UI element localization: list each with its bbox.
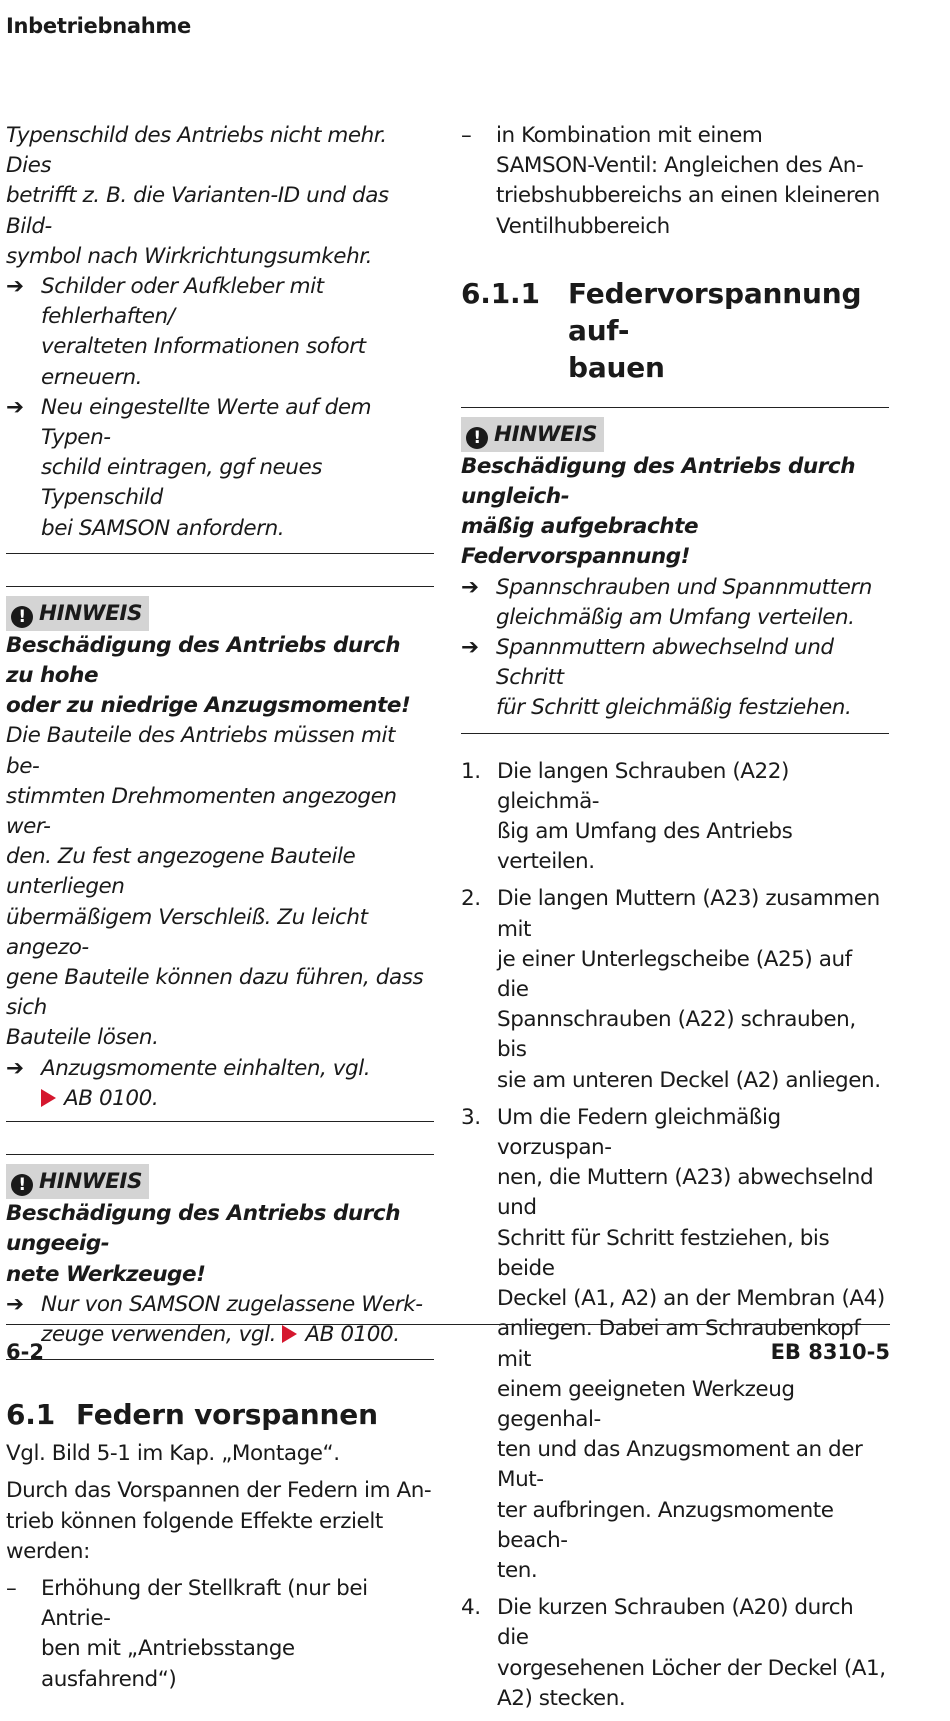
action-text: Neu eingestellte Werte auf dem Typen-	[41, 394, 372, 451]
subsection-title-line: bauen	[568, 350, 665, 384]
notice-label: HINWEIS	[39, 1169, 143, 1195]
step-text: einem geeigneten Werkzeug gegenhal-	[497, 1376, 795, 1432]
step-item	[461, 884, 889, 1095]
page-number: 6-2	[6, 1340, 44, 1364]
divider	[6, 553, 434, 554]
notice-box	[6, 1164, 434, 1350]
subsection-number: 6.1.1	[461, 276, 540, 310]
action-text: veralteten Informationen sofort erneuern.	[41, 334, 366, 390]
action-item	[6, 272, 434, 393]
section-ref-line: Vgl. Bild 5-1 im Kap. „Montage“.	[6, 1441, 340, 1467]
action-text: Anzugsmomente einhalten, vgl.	[41, 1055, 371, 1081]
divider	[461, 733, 889, 734]
notice-badge	[6, 596, 149, 631]
notice-body: den. Zu fest angezogene Bauteile unterliegen	[6, 844, 356, 900]
step-text: ten und das Anzugsmoment an der Mut-	[497, 1437, 863, 1493]
dash-text: Ventilhubbereich	[496, 213, 670, 239]
dash-text: SAMSON-Ventil: Angleichen des An-	[496, 153, 864, 179]
step-text: sie am unteren Deckel (A2) anliegen.	[497, 1067, 881, 1093]
intro-line: betrifft z. B. die Varianten-ID und das Bild-	[6, 183, 389, 239]
step-text: ßig am Umfang des Antriebs verteilen.	[497, 819, 793, 875]
exclamation-icon: !	[11, 1174, 33, 1196]
notice-body: stimmten Drehmomenten angezogen wer-	[6, 783, 397, 840]
step-number: 1.	[461, 758, 481, 784]
triangle-right-icon	[41, 1089, 56, 1107]
step-text: A2) stecken.	[497, 1685, 626, 1711]
dash-text: in Kombination mit einem	[496, 123, 763, 148]
notice-heading: Beschädigung des Antriebs durch ungeeig-	[6, 1201, 401, 1257]
action-item	[6, 393, 434, 544]
divider	[6, 1359, 434, 1360]
step-item	[461, 757, 889, 878]
notice-body: Bauteile lösen.	[6, 1025, 159, 1051]
action-text: Spannschrauben und Spannmuttern	[496, 574, 872, 600]
action-item	[6, 1054, 434, 1114]
arrow-icon: ➔	[6, 394, 24, 420]
reference-link[interactable]: AB 0100.	[305, 1321, 400, 1347]
section-para: Durch das Vorspannen der Federn im An-	[6, 1478, 432, 1504]
action-item	[461, 633, 889, 724]
step-text: Die langen Schrauben (A22) gleichmä-	[497, 758, 789, 814]
section-number: 6.1	[6, 1398, 56, 1432]
notice-label: HINWEIS	[39, 600, 143, 626]
step-item	[461, 1593, 889, 1714]
arrow-icon: ➔	[461, 574, 479, 600]
step-text: Spannschrauben (A22) schrauben, bis	[497, 1007, 856, 1063]
step-text: ter aufbringen. Anzugsmomente beach-	[497, 1497, 834, 1553]
step-text: nen, die Muttern (A23) abwechselnd und	[497, 1165, 874, 1221]
subsection-title	[568, 275, 889, 386]
intro-line: Typenschild des Antriebs nicht mehr. Dies	[6, 123, 387, 179]
notice-body: gene Bauteile können dazu führen, dass sich	[6, 965, 424, 1021]
notice-heading: mäßig aufgebrachte Federvorspannung!	[461, 514, 699, 570]
left-column	[6, 121, 434, 1695]
dash-bullet: –	[461, 123, 472, 148]
action-item	[461, 573, 889, 633]
dash-text: triebshubbereichs an einen kleineren	[496, 183, 880, 209]
triangle-right-icon	[282, 1325, 297, 1343]
notice-heading: Beschädigung des Antriebs durch ungleich-	[461, 453, 856, 510]
notice-body: übermäßigem Verschleiß. Zu leicht angezo-	[6, 904, 368, 960]
dash-text: ben mit „Antriebsstange ausfahrend“)	[41, 1636, 295, 1692]
notice-heading: nete Werkzeuge!	[6, 1261, 206, 1287]
step-number: 2.	[461, 886, 481, 912]
subsection-title-line: Federvorspannung auf-	[568, 276, 862, 347]
dash-item	[461, 121, 889, 242]
notice-heading: Beschädigung des Antriebs durch zu hohe	[6, 632, 401, 689]
action-text: gleichmäßig am Umfang verteilen.	[496, 604, 855, 630]
arrow-icon: ➔	[6, 274, 24, 300]
step-text: anliegen. Dabei am Schraubenkopf mit	[497, 1316, 861, 1372]
step-text: Die kurzen Schrauben (A20) durch die	[497, 1595, 854, 1651]
notice-body: Die Bauteile des Antriebs müssen mit be-	[6, 723, 396, 779]
action-item	[6, 1290, 434, 1350]
action-text: für Schritt gleichmäßig festziehen.	[496, 695, 852, 721]
notice-heading: oder zu niedrige Anzugsmomente!	[6, 693, 411, 719]
arrow-icon: ➔	[6, 1055, 24, 1081]
notice-label: HINWEIS	[494, 421, 598, 447]
notice-badge	[6, 1164, 149, 1199]
step-number: 4.	[461, 1595, 481, 1621]
step-text: je einer Unterlegscheibe (A25) auf die	[497, 946, 852, 1003]
step-text: vorgesehenen Löcher der Deckel (A1,	[497, 1655, 886, 1681]
document-id: EB 8310-5	[770, 1340, 890, 1364]
notice-badge	[461, 417, 604, 452]
step-text: Um die Federn gleichmäßig vorzuspan-	[497, 1104, 781, 1161]
action-text-part: zeuge verwenden, vgl.	[41, 1321, 276, 1347]
section-para: trieb können folgende Effekte erzielt werden:	[6, 1508, 383, 1564]
divider	[461, 407, 889, 408]
step-text: ten.	[497, 1557, 538, 1583]
divider	[6, 1121, 434, 1122]
step-number: 3.	[461, 1104, 481, 1130]
arrow-icon: ➔	[461, 635, 479, 661]
reference-text: AB 0100.	[64, 1085, 159, 1111]
dash-text: Erhöhung der Stellkraft (nur bei Antrie-	[41, 1575, 368, 1632]
dash-item	[6, 1574, 434, 1695]
action-text: Spannmuttern abwechselnd und Schritt	[496, 635, 834, 691]
action-text: Nur von SAMSON zugelassene Werk-	[41, 1291, 423, 1317]
divider	[6, 1154, 434, 1155]
action-text: bei SAMSON anfordern.	[41, 515, 285, 541]
divider	[6, 586, 434, 587]
notice-box	[461, 417, 889, 724]
step-text: Deckel (A1, A2) an der Membran (A4)	[497, 1286, 885, 1312]
reference-link[interactable]	[41, 1084, 434, 1114]
intro-line: symbol nach Wirkrichtungsumkehr.	[6, 243, 373, 269]
section-heading	[6, 1396, 434, 1433]
section-title: Federn vorspannen	[76, 1398, 378, 1432]
step-text: Schritt für Schritt festziehen, bis beide	[497, 1225, 830, 1281]
action-text: Schilder oder Aufkleber mit fehlerhaften/	[41, 274, 324, 330]
right-column	[461, 121, 889, 1721]
step-text: Die langen Muttern (A23) zusammen mit	[497, 886, 880, 942]
footer-divider	[6, 1324, 890, 1325]
dash-bullet: –	[6, 1575, 17, 1601]
subsection-heading	[461, 275, 889, 386]
exclamation-icon: !	[11, 606, 33, 628]
running-header: Inbetriebnahme	[6, 14, 191, 38]
arrow-icon: ➔	[6, 1291, 24, 1317]
exclamation-icon: !	[466, 427, 488, 449]
step-list	[461, 757, 889, 1714]
action-text: schild eintragen, ggf neues Typenschild	[41, 455, 322, 511]
notice-box	[6, 596, 434, 1114]
